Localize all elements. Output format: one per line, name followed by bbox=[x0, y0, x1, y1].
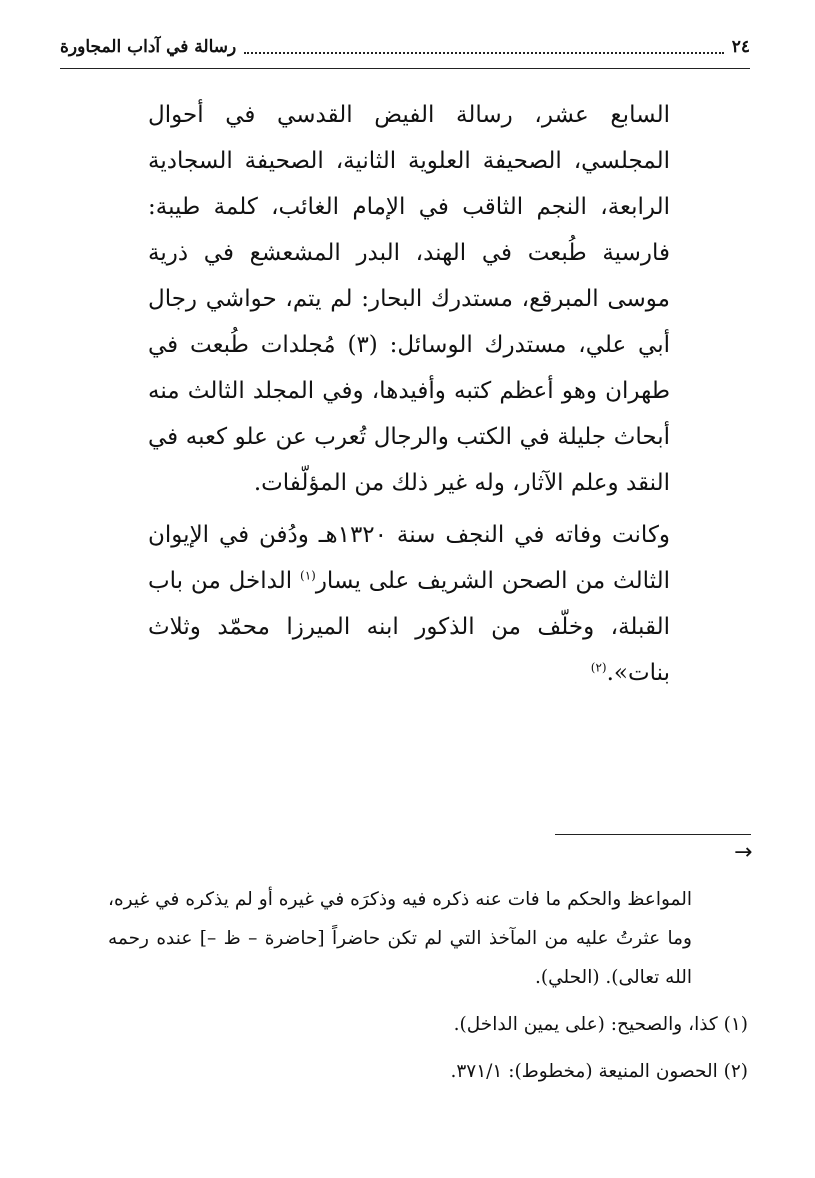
footnote-1: (١) كذا، والصحيح: (على يمين الداخل). bbox=[453, 1014, 748, 1035]
main-text bbox=[148, 92, 670, 702]
paragraph-2-text-before: وكانت وفاته في النجف سنة ١٣٢٠هـ ودُفن في الإيوان الثالث من الصحن الشريف على يسار bbox=[148, 522, 670, 594]
page-header bbox=[60, 30, 750, 64]
footnote-ref-2[interactable]: (٢) bbox=[590, 660, 607, 675]
footnote-2: (٢) الحصون المنيعة (مخطوط): ٣٧١/١. bbox=[450, 1061, 748, 1082]
footnote-ref-1[interactable]: (١) bbox=[300, 568, 316, 583]
paragraph-2-text-after: الداخل من باب القبلة، وخلّف من الذكور ابنه الميرزا محمّد وثلاث بنات». bbox=[148, 568, 670, 686]
body-paragraph-1: السابع عشر، رسالة الفيض القدسي في أحوال المجلسي، الصحيفة العلوية الثانية، الصحيفة السجادية الرابعة، النجم الثاقب في الإمام الغائب، كلمة طيبة: فارسية طُبعت في الهند، البدر المشعشع في ذرية موسى المبرقع، مستدرك البحار: لم يتم، حواشي رجال أبي علي، مستدرك الوسائل: (٣) مُجلدات طُبعت في طهران وهو أعظم كتبه وأفيدها، وفي المجلد الثالث منه أبحاث جليلة في الكتب والرجال تُعرب عن علو كعبه في النقد وعلم الآثار، وله غير ذلك من المؤلّفات. bbox=[148, 102, 670, 496]
footnote-separator bbox=[555, 834, 751, 835]
page-number: ٢٤ bbox=[731, 37, 750, 57]
footnote-continued: المواعظ والحكم ما فات عنه ذكره فيه وذكرَه في غيره أو لم يذكره في غيره، وما عثرتُ عليه من المآخذ التي لم تكن حاضراً [حاضرة – ظ –] عنده رحمه الله تعالى). (الحلي). bbox=[108, 889, 692, 988]
running-title: رسالة في آداب المجاورة bbox=[60, 37, 237, 57]
body-paragraph-2 bbox=[148, 512, 670, 696]
header-rule bbox=[60, 68, 750, 69]
footnotes bbox=[108, 880, 748, 1091]
continuation-arrow-icon: → bbox=[734, 840, 753, 865]
header-dot-leader bbox=[244, 52, 724, 54]
